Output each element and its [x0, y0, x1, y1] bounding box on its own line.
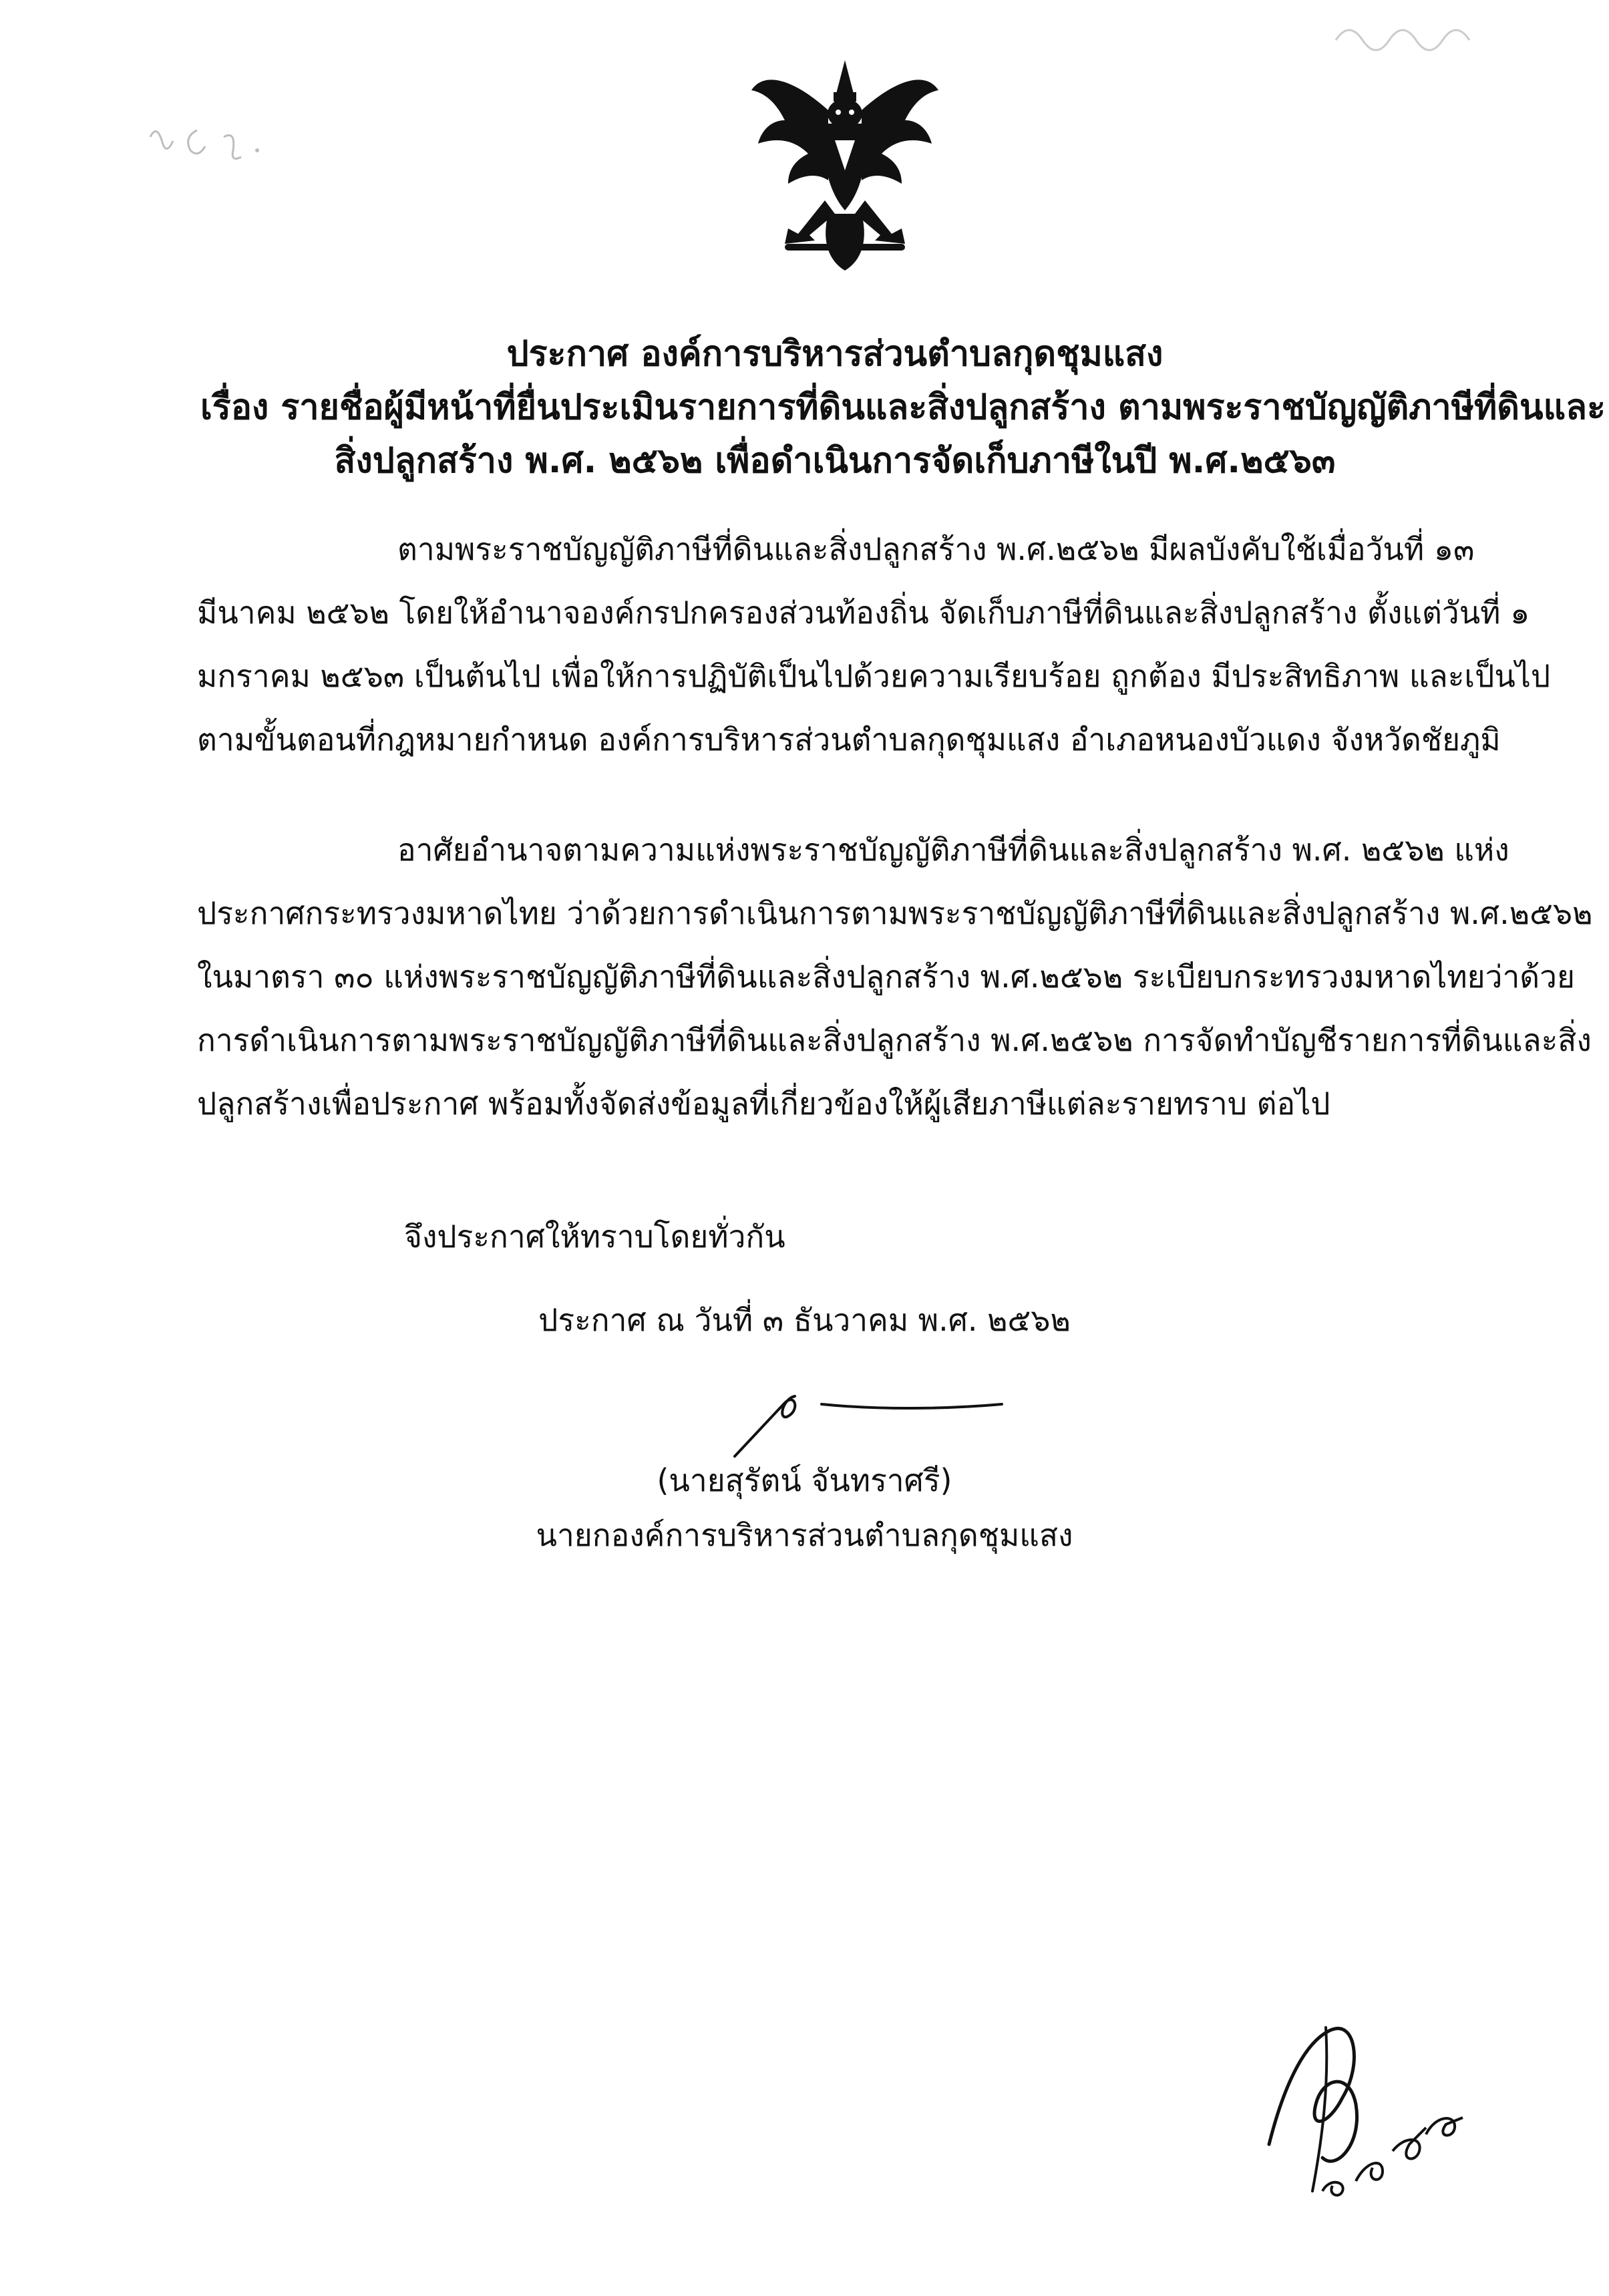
- header-line-1: ประกาศ องค์การบริหารส่วนตำบลกุดชุมแสง: [506, 334, 1164, 374]
- handwritten-signature: [721, 1363, 1015, 1463]
- handwritten-initial: [1256, 1991, 1476, 2204]
- header-line-2: เรื่อง รายชื่อผู้มีหน้าที่ยื่นประเมินรายการที่ดินและสิ่งปลูกสร้าง ตามพระราชบัญญัติภาษีที่ดินและ: [200, 387, 1606, 428]
- paragraph-1: [197, 518, 1551, 772]
- paragraph-2-line: อาศัยอำนาจตามความแห่งพระราชบัญญัติภาษีที่ดินและสิ่งปลูกสร้าง พ.ศ. ๒๕๖๒ แห่ง: [397, 832, 1509, 868]
- paragraph-2: [197, 818, 1593, 1136]
- signer-block: [0, 1453, 1609, 1563]
- paragraph-1-line: ตามขั้นตอนที่กฎหมายกำหนด องค์การบริหารส่วนตำบลกุดชุมแสง อำเภอหนองบัวแดง จังหวัดชัยภูมิ: [197, 721, 1501, 758]
- header-line-3: สิ่งปลูกสร้าง พ.ศ. ๒๕๖๒ เพื่อดำเนินการจัดเก็บภาษีในปี พ.ศ.๒๕๖๓: [334, 441, 1336, 481]
- paragraph-2-line: ประกาศกระทรวงมหาดไทย ว่าด้วยการดำเนินการตามพระราชบัญญัติภาษีที่ดินและสิ่งปลูกสร้าง พ.ศ.๒๕๖๒: [197, 895, 1593, 931]
- pencil-corner-note: [1329, 13, 1489, 60]
- paragraph-2-line: การดำเนินการตามพระราชบัญญัติภาษีที่ดินและสิ่งปลูกสร้าง พ.ศ.๒๕๖๒ การจัดทำบัญชีรายการที่ดินและสิ่ง: [197, 1022, 1592, 1058]
- pencil-margin-note: [144, 117, 277, 170]
- signer-name: (นายสุรัตน์ จันทราศรี): [657, 1462, 952, 1498]
- closing-statement: จึงประกาศให้ทราบโดยทั่วกัน: [404, 1218, 785, 1255]
- paragraph-2-line: ในมาตรา ๓๐ แห่งพระราชบัญญัติภาษีที่ดินและสิ่งปลูกสร้าง พ.ศ.๒๕๖๒ ระเบียบกระทรวงมหาดไทยว่าด้วย: [197, 959, 1575, 995]
- paragraph-1-line: มกราคม ๒๕๖๓ เป็นต้นไป เพื่อให้การปฏิบัติเป็นไปด้วยความเรียบร้อย ถูกต้อง มีประสิทธิภาพ และเป็นไป: [197, 658, 1551, 694]
- paragraph-1-line: มีนาคม ๒๕๖๒ โดยให้อำนาจองค์กรปกครองส่วนท้องถิ่น จัดเก็บภาษีที่ดินและสิ่งปลูกสร้าง ตั้งแต่วันที่ ๑: [197, 595, 1530, 631]
- announcement-body: [197, 518, 1593, 1182]
- paragraph-2-line: ปลูกสร้างเพื่อประกาศ พร้อมทั้งจัดส่งข้อมูลที่เกี่ยวข้องให้ผู้เสียภาษีแต่ละรายทราบ ต่อไป: [197, 1086, 1330, 1122]
- garuda-emblem: [748, 53, 942, 274]
- announcement-header: [200, 327, 1606, 488]
- announcement-date: ประกาศ ณ วันที่ ๓ ธันวาคม พ.ศ. ๒๕๖๒: [538, 1302, 1071, 1338]
- signer-title: นายกองค์การบริหารส่วนตำบลกุดชุมแสง: [536, 1517, 1073, 1553]
- paragraph-1-line: ตามพระราชบัญญัติภาษีที่ดินและสิ่งปลูกสร้าง พ.ศ.๒๕๖๒ มีผลบังคับใช้เมื่อวันที่ ๑๓: [397, 531, 1475, 567]
